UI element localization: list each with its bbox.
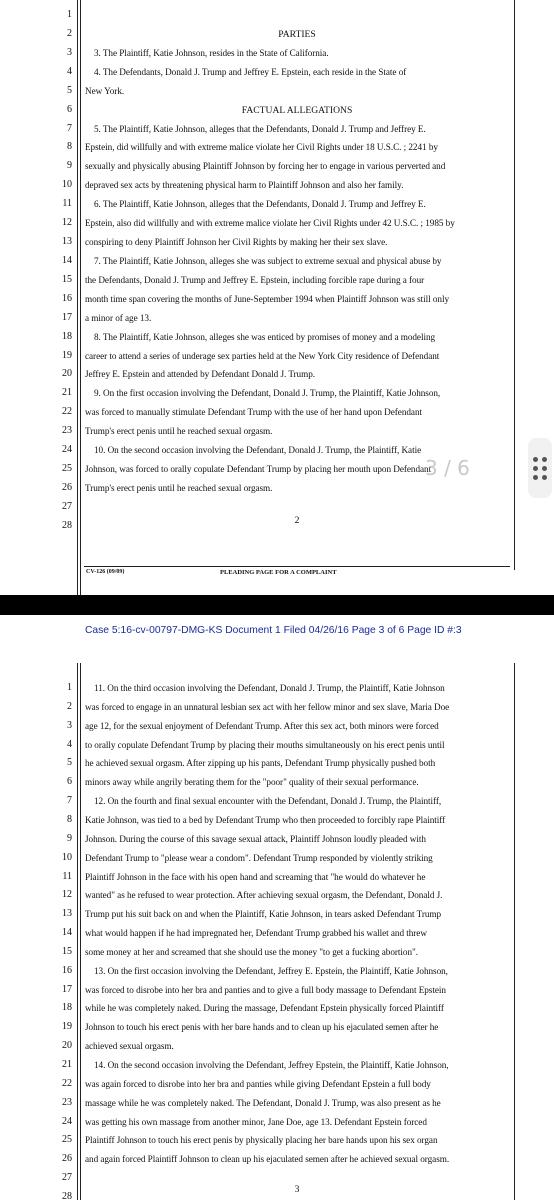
dots-grid-icon[interactable] (528, 438, 552, 498)
body-line: Epstein, also did willfully and with extreme malice violate her Civil Rights under 42 U.S.C. ; 1985 by (85, 218, 455, 229)
document-page-2 (0, 0, 554, 595)
line-number: 4 (67, 738, 72, 750)
body-line: depraved sex acts by threatening physical harm to Plaintiff Johnson and also her family. (85, 180, 404, 191)
line-number: 28 (62, 1190, 72, 1200)
body-line: 11. On the third occasion involving the Defendant, Donald J. Trump, the Plaintiff, Katie Johnson (94, 683, 445, 693)
body-line: 3. The Plaintiff, Katie Johnson, resides in the State of California. (94, 47, 329, 58)
line-number: 20 (62, 368, 72, 380)
left-margin-rule (77, 663, 78, 1200)
line-number: 26 (62, 482, 72, 493)
line-number: 16 (62, 964, 72, 976)
body-line: New York. (85, 85, 125, 96)
line-number: 7 (67, 122, 72, 134)
form-code: CV-126 (09/09) (86, 569, 125, 575)
line-number: 19 (62, 1021, 72, 1033)
left-margin-rule-inner (80, 0, 81, 595)
body-line: Trump put his suit back on and when the Plaintiff, Katie Johnson, in tears asked Defendant Trump (85, 909, 442, 920)
body-line: 13. On the first occasion involving the Defendant, Jeffrey E. Epstein, the Plaintiff, Katie Johnson, (94, 965, 448, 976)
page-number: 3 (294, 1184, 300, 1195)
body-line: career to attend a series of underage sex parties held at the New York City residence of Defendant (85, 350, 440, 361)
footer-rule (84, 566, 510, 567)
body-line: was forced to engage in an unnatural lesbian sex act with her fellow minor and sex slave, Maria Doe (85, 701, 450, 712)
right-margin-rule (514, 0, 515, 570)
line-number: 2 (67, 700, 72, 712)
line-number: 9 (67, 160, 72, 172)
body-line: to orally copulate Defendant Trump by placing their mouths simultaneously on his erect penis until (85, 739, 445, 750)
body-line: was forced to manually stimulate Defendant Trump with the use of her hand upon Defendant (85, 407, 422, 418)
line-number: 19 (62, 349, 72, 361)
line-number: 6 (67, 776, 72, 788)
body-line: Plaintiff Johnson to touch his erect penis by physically placing her bare hands upon his sex organ (85, 1135, 438, 1146)
line-number: 24 (62, 444, 72, 456)
line-number: 10 (62, 179, 72, 191)
page-indicator: 3 / 6 (425, 456, 470, 480)
body-line: and again forced Plaintiff Johnson to clean up his ejaculated semen after he achieved sexual orgasm. (85, 1154, 450, 1165)
body-line: Epstein, did willfully and with extreme malice violate her Civil Rights under 18 U.S.C. ; 2241 by (85, 142, 438, 153)
body-line: was again forced to disrobe into her bra and panties while giving Defendant Epstein a full body (85, 1078, 431, 1089)
line-number: 27 (62, 1172, 72, 1184)
section-heading: PARTIES (278, 28, 316, 40)
line-number: 21 (62, 387, 72, 399)
body-line: Defendant Trump to "please wear a condom". Defendant Trump responded by violently striking (85, 852, 433, 863)
body-line: 8. The Plaintiff, Katie Johnson, alleges she was enticed by promises of money and a modeling (94, 331, 436, 342)
line-number: 12 (62, 217, 72, 229)
body-line: some money at her and screamed that she should use the money "to get a fucking abortion". (85, 946, 418, 957)
line-number: 11 (62, 198, 72, 210)
line-number: 12 (62, 889, 72, 901)
line-number: 15 (62, 945, 72, 957)
body-line: achieved sexual orgasm. (85, 1041, 174, 1052)
body-line: was getting his own massage from another minor, Jane Doe, age 13. Defendant Epstein forced (85, 1116, 427, 1127)
body-line: conspiring to deny Plaintiff Johnson her Civil Rights by making her their sex slave. (85, 237, 388, 248)
body-line: while he was completely naked. During the massage, Defendant Epstein physically forced Plaintiff (85, 1003, 444, 1014)
line-number: 17 (62, 311, 72, 323)
line-number: 3 (67, 46, 72, 58)
line-number: 21 (62, 1059, 72, 1070)
body-line: Johnson, was forced to orally copulate Defendant Trump by placing her mouth upon Defendant (85, 464, 432, 475)
right-margin-rule (514, 663, 515, 1200)
left-margin-rule-inner (80, 663, 81, 1200)
body-line: Johnson to touch his erect penis with her bare hands and to clean up his ejaculated semen after he (85, 1022, 439, 1033)
page-separator (0, 595, 554, 615)
line-number: 26 (62, 1153, 72, 1165)
body-line: a minor of age 13. (85, 312, 152, 323)
line-number: 20 (62, 1040, 72, 1052)
page-number: 2 (294, 515, 300, 526)
document-page-3 (0, 615, 554, 1200)
line-number: 14 (62, 254, 72, 266)
body-line: 4. The Defendants, Donald J. Trump and Jeffrey E. Epstein, each reside in the State of (94, 66, 407, 77)
line-number: 22 (62, 406, 72, 418)
body-line: age 12, for the sexual enjoyment of Defendant Trump. After this sex act, both minors were forced (85, 720, 439, 731)
body-line: was forced to disrobe into her bra and panties and to give a full body massage to Defendant Epstein (85, 984, 446, 995)
line-number: 18 (62, 330, 72, 342)
body-line: what would happen if he had impregnated her, Defendant Trump grabbed his wallet and threw (85, 928, 427, 939)
line-number: 1 (67, 9, 72, 20)
line-number: 4 (67, 65, 72, 77)
line-number: 8 (67, 813, 72, 825)
section-heading: FACTUAL ALLEGATIONS (241, 104, 353, 116)
line-number: 10 (62, 851, 72, 863)
body-line: 9. On the first occasion involving the Defendant, Donald J. Trump, the Plaintiff, Katie Johnson, (94, 388, 441, 399)
body-line: Johnson. During the course of this savage sexual attack, Plaintiff Johnson loudly pleaded with (85, 833, 426, 844)
body-line: 12. On the fourth and final sexual encounter with the Defendant, Donald J. Trump, the Plaintiff, (94, 796, 442, 807)
body-line: massage while he was completely naked. The Defendant, Donald J. Trump, was also present as he (85, 1097, 441, 1108)
line-number: 25 (62, 463, 72, 475)
line-number: 11 (62, 870, 72, 882)
line-number: 5 (67, 757, 72, 769)
body-line: Katie Johnson, was tied to a bed by Defendant Trump who then proceeded to forcibly rape Plaintiff (85, 814, 446, 825)
body-line: minors away while angrily berating them for the "poor" quality of their sexual performance. (85, 777, 419, 788)
line-number: 13 (62, 908, 72, 920)
line-number: 22 (62, 1077, 72, 1089)
line-number: 13 (62, 236, 72, 248)
line-number: 6 (67, 103, 72, 115)
body-line: Jeffrey E. Epstein and attended by Defendant Donald J. Trump. (85, 369, 315, 380)
line-number: 3 (67, 719, 72, 731)
line-number: 18 (62, 1002, 72, 1014)
case-header: Case 5:16-cv-00797-DMG-KS Document 1 Filed 04/26/16 Page 3 of 6 Page ID #:3 (85, 625, 462, 636)
line-number: 1 (67, 682, 72, 693)
body-line: he achieved sexual orgasm. After zipping up his pants, Defendant Trump physically pushed both (85, 758, 436, 769)
line-number: 9 (67, 832, 72, 844)
line-number: 25 (62, 1134, 72, 1146)
footer-title: PLEADING PAGE FOR A COMPLAINT (220, 569, 337, 576)
body-line: 10. On the second occasion involving the Defendant, Donald J. Trump, the Plaintiff, Katie (94, 445, 422, 456)
line-number: 28 (62, 519, 72, 531)
body-line: Trump's erect penis until he reached sexual orgasm. (85, 426, 273, 437)
left-margin-rule (77, 0, 78, 595)
body-line: month time span covering the months of June-September 1994 when Plaintiff Johnson was still only (85, 293, 450, 304)
line-number: 2 (67, 27, 72, 39)
line-number: 14 (62, 927, 72, 939)
body-line: 5. The Plaintiff, Katie Johnson, alleges that the Defendants, Donald J. Trump and Jeffrey E. (94, 123, 426, 134)
line-number: 23 (62, 425, 72, 437)
body-line: 6. The Plaintiff, Katie Johnson, alleges that the Defendants, Donald J. Trump and Jeffrey E. (94, 199, 426, 210)
line-number: 5 (67, 84, 72, 96)
body-line: 7. The Plaintiff, Katie Johnson, alleges she was subject to extreme sexual and physical abuse by (94, 255, 442, 266)
body-line: Plaintiff Johnson in the face with his open hand and screaming that "he would do whatever he (85, 871, 426, 882)
body-line: wanted" as he refused to wear protection. After achieving sexual orgasm, the Defendant, Donald J. (85, 890, 443, 901)
body-line: sexually and physically abusing Plaintiff Johnson by forcing her to engage in various perverted and (85, 161, 446, 172)
line-number: 15 (62, 273, 72, 285)
body-line: the Defendants, Donald J. Trump and Jeffrey E. Epstein, including forcible rape during a four (85, 274, 425, 285)
body-line: 14. On the second occasion involving the Defendant, Jeffrey Epstein, the Plaintiff, Katie Johnson, (94, 1060, 449, 1070)
line-number: 17 (62, 983, 72, 995)
body-line: Trump's erect penis until he reached sexual orgasm. (85, 483, 273, 493)
line-number: 24 (62, 1115, 72, 1127)
line-number: 23 (62, 1096, 72, 1108)
line-number: 16 (62, 292, 72, 304)
line-number: 27 (62, 500, 72, 512)
line-number: 8 (67, 141, 72, 153)
line-number: 7 (67, 795, 72, 807)
